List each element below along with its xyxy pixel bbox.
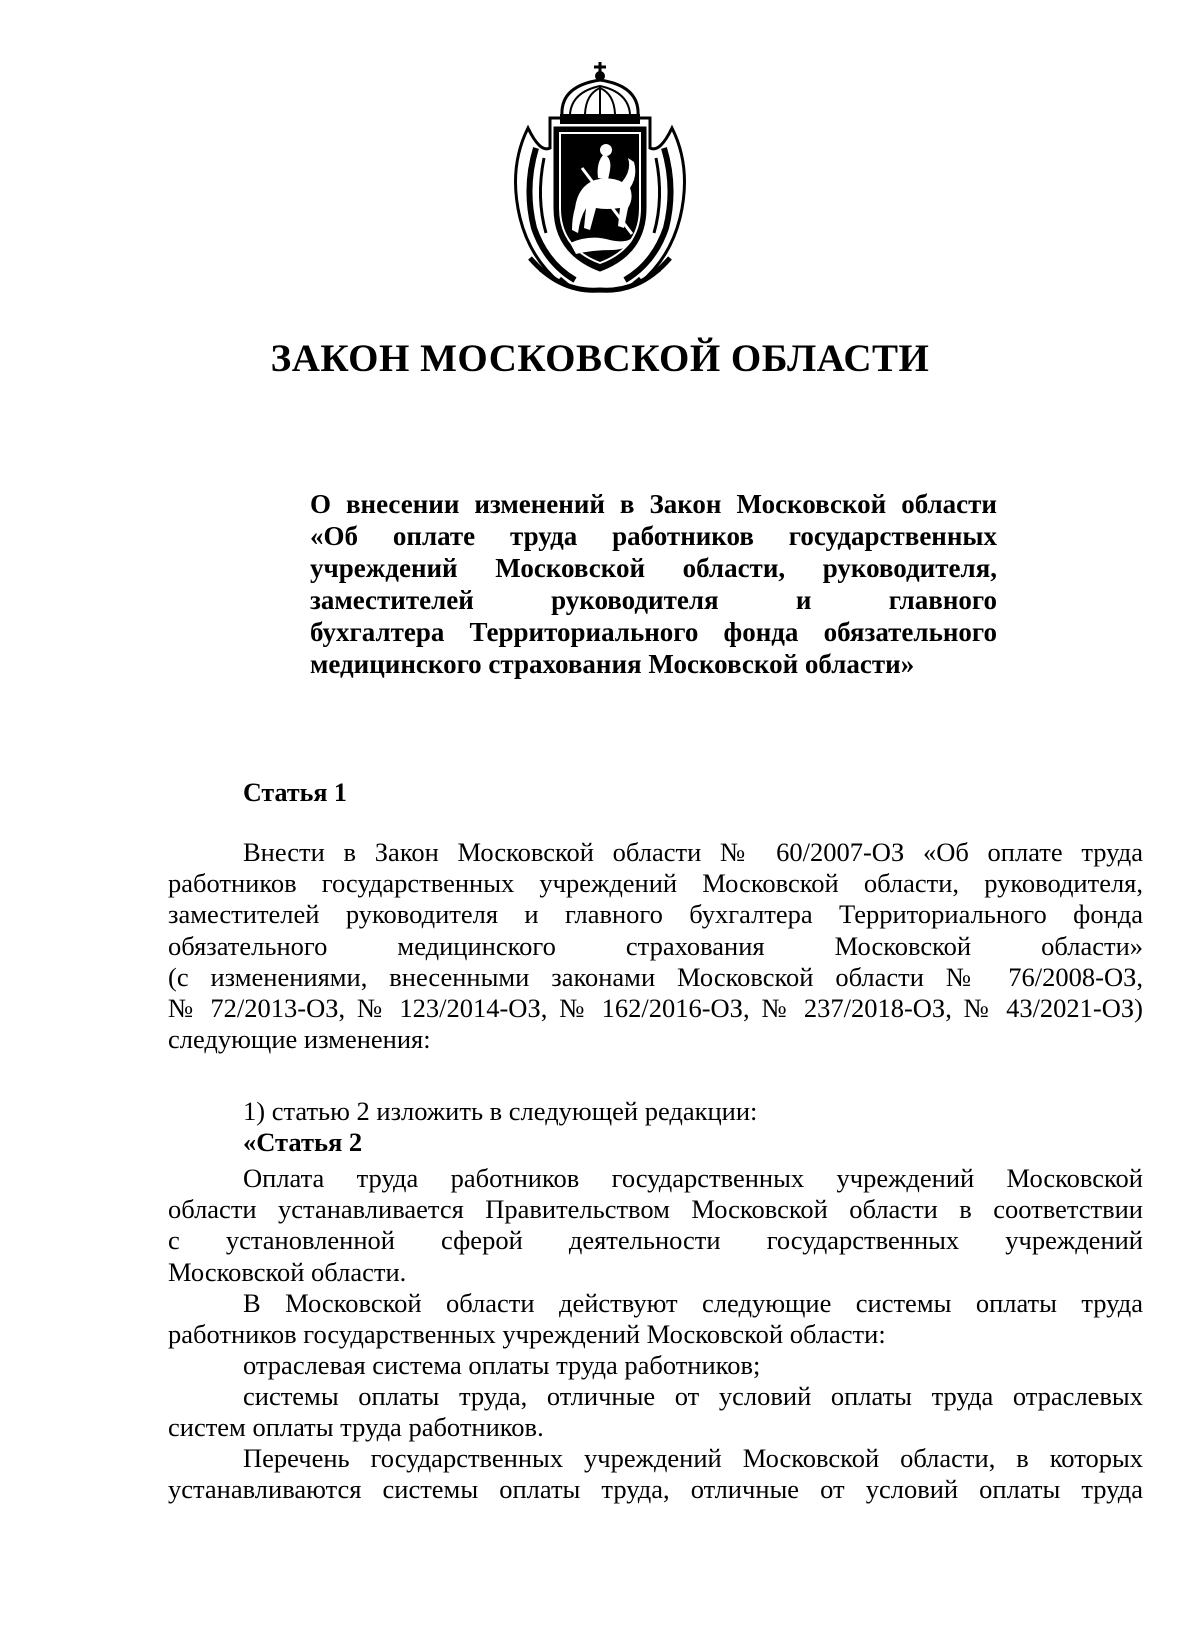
paragraph-line: с установленной сферой деятельности государственных учреждений xyxy=(168,1225,1143,1256)
paragraph-line: заместителей руководителя и главного бухгалтера Территориального фонда xyxy=(168,899,1143,930)
document-title: ЗАКОН МОСКОВСКОЙ ОБЛАСТИ xyxy=(270,337,930,380)
paragraph-line: работников государственных учреждений Московской области, руководителя, xyxy=(168,868,1143,899)
article-1-paragraph xyxy=(168,837,1143,1055)
paragraph-line: Внести в Закон Московской области № 60/2007-ОЗ «Об оплате труда xyxy=(243,837,1143,867)
paragraph-line: обязательного медицинского страхования Московской области» xyxy=(168,930,1143,961)
paragraph-line: № 72/2013-ОЗ, № 123/2014-ОЗ, № 162/2016-ОЗ, № 237/2018-ОЗ, № 43/2021-ОЗ) xyxy=(168,993,1143,1024)
article-2-paragraph-2 xyxy=(168,1288,1143,1350)
paragraph-line: следующие изменения: xyxy=(168,1024,431,1055)
article-1-heading: Статья 1 xyxy=(243,778,347,807)
law-subject-line: учреждений Московской области, руководителя, xyxy=(310,553,997,583)
law-subject-line: бухгалтера Территориального фонда обязательного xyxy=(310,617,997,647)
paragraph-line: Перечень государственных учреждений Московской области, в которых xyxy=(243,1443,1143,1473)
paragraph-line: системы оплаты труда, отличные от условий оплаты труда отраслевых xyxy=(243,1381,1143,1411)
moscow-oblast-coat-of-arms-icon xyxy=(500,58,700,298)
paragraph-line: устанавливаются системы оплаты труда, отличные от условий оплаты труда xyxy=(168,1474,1143,1505)
paragraph-line: 1) статью 2 изложить в следующей редакции: xyxy=(243,1096,758,1126)
article-2-paragraph-1 xyxy=(168,1163,1143,1288)
paragraph-line: (с изменениями, внесенными законами Московской области № 76/2008-ОЗ, xyxy=(168,961,1143,992)
paragraph-line: области устанавливается Правительством Московской области в соответствии xyxy=(168,1194,1143,1225)
law-subject xyxy=(310,488,997,680)
amendment-item-1 xyxy=(168,1096,1143,1158)
paragraph-line: В Московской области действуют следующие системы оплаты труда xyxy=(243,1288,1143,1318)
paragraph-line: работников государственных учреждений Московской области: xyxy=(168,1319,886,1350)
article-2-paragraph-5 xyxy=(168,1443,1143,1505)
article-2-heading: «Статья 2 xyxy=(243,1127,363,1158)
law-subject-line: медицинского страхования Московской области» xyxy=(310,649,915,679)
paragraph-line: систем оплаты труда работников. xyxy=(168,1412,544,1443)
paragraph-line: Московской области. xyxy=(168,1256,407,1287)
article-2-paragraph-4 xyxy=(168,1381,1143,1443)
law-subject-line: О внесении изменений в Закон Московской области xyxy=(310,489,997,519)
article-2-paragraph-3 xyxy=(168,1350,1143,1381)
paragraph-line: отраслевая система оплаты труда работников; xyxy=(243,1350,761,1380)
paragraph-line: Оплата труда работников государственных учреждений Московской xyxy=(243,1163,1143,1193)
law-subject-line: заместителей руководителя и главного xyxy=(310,585,997,615)
law-subject-line: «Об оплате труда работников государственных xyxy=(310,521,997,551)
